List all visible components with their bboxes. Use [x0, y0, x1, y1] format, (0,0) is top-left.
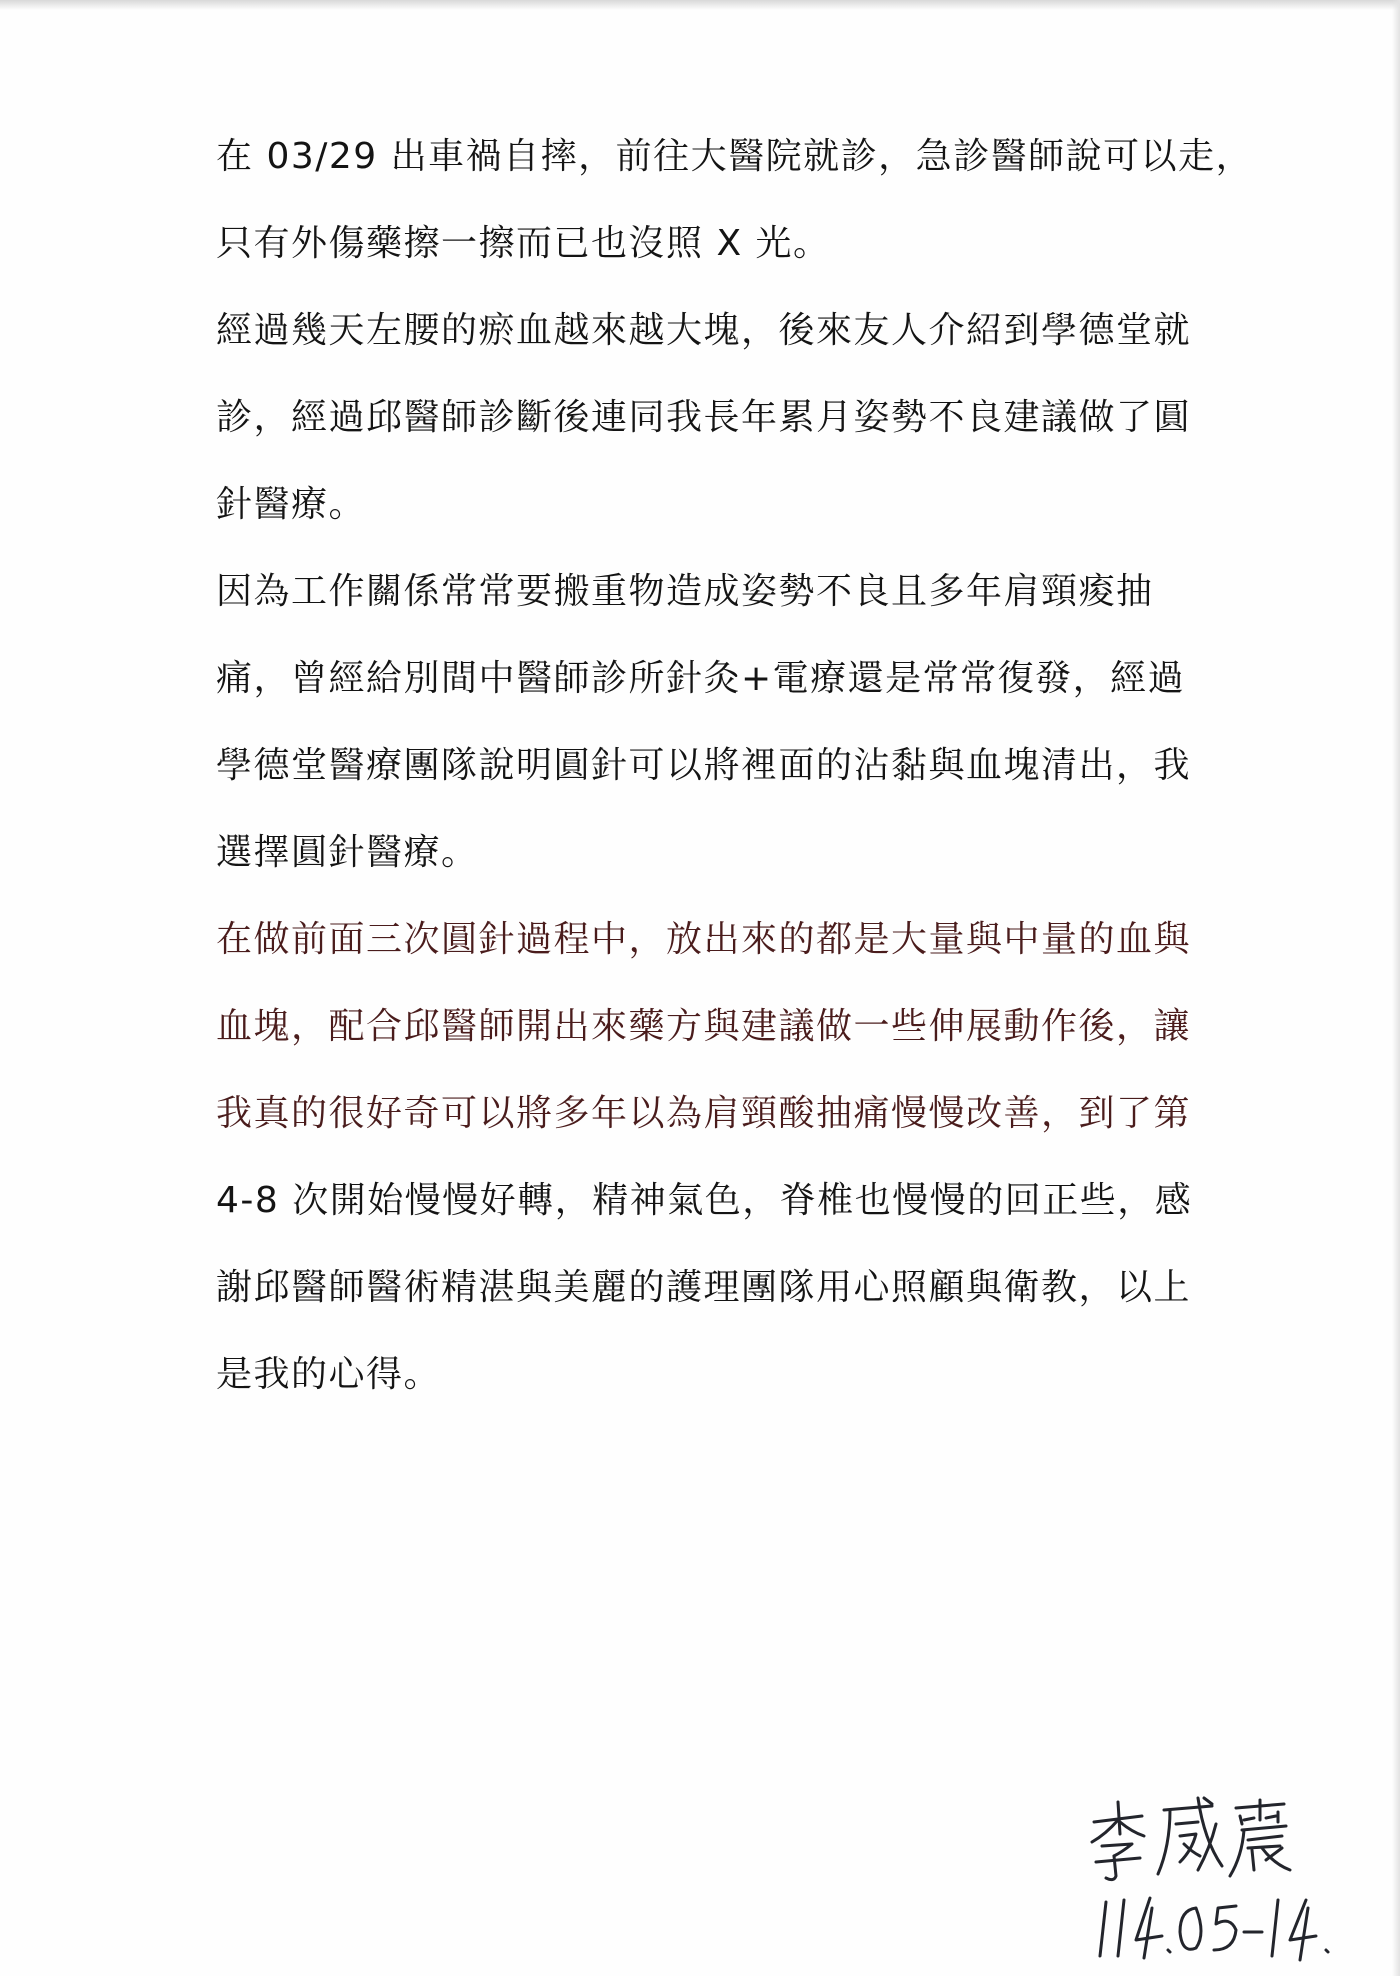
letter-line: 因為工作關係常常要搬重物造成姿勢不良且多年肩頸痠抽 — [216, 571, 1154, 612]
letter-line: 診，經過邱醫師診斷後連同我長年累月姿勢不良建議做了圓 — [216, 397, 1192, 438]
signature-name-strokes — [1092, 1798, 1290, 1880]
letter-line: 經過幾天左腰的瘀血越來越大塊，後來友人介紹到學德堂就 — [216, 310, 1192, 351]
letter-line: 選擇圓針醫療。 — [216, 832, 479, 873]
letter-line: 謝邱醫師醫術精湛與美麗的護理團隊用心照顧與衛教，以上 — [216, 1267, 1192, 1308]
handwritten-signature — [1080, 1790, 1360, 1970]
letter-line: 只有外傷藥擦一擦而已也沒照 X 光。 — [216, 223, 831, 264]
letter-line: 我真的很好奇可以將多年以為肩頸酸抽痛慢慢改善，到了第 — [216, 1093, 1192, 1134]
scan-edge-right — [1392, 0, 1400, 1976]
letter-line: 針醫療。 — [216, 484, 367, 525]
letter-body — [216, 124, 1254, 1429]
scan-edge-top — [0, 0, 1400, 10]
signature-drawing — [1080, 1790, 1360, 1970]
signature-date-strokes — [1100, 1898, 1328, 1960]
letter-line: 在做前面三次圓針過程中，放出來的都是大量與中量的血與 — [216, 919, 1192, 960]
letter-line: 是我的心得。 — [216, 1354, 442, 1395]
letter-line: 在 03/29 出車禍自摔，前往大醫院就診，急診醫師說可以走， — [216, 136, 1254, 177]
letter-line: 學德堂醫療團隊說明圓針可以將裡面的沾黏與血塊清出，我 — [216, 745, 1192, 786]
letter-line: 痛，曾經給別間中醫師診所針灸+電療還是常常復發，經過 — [216, 658, 1186, 699]
letter-line: 血塊，配合邱醫師開出來藥方與建議做一些伸展動作後，讓 — [216, 1006, 1192, 1047]
letter-line: 4-8 次開始慢慢好轉，精神氣色，脊椎也慢慢的回正些，感 — [216, 1180, 1193, 1221]
